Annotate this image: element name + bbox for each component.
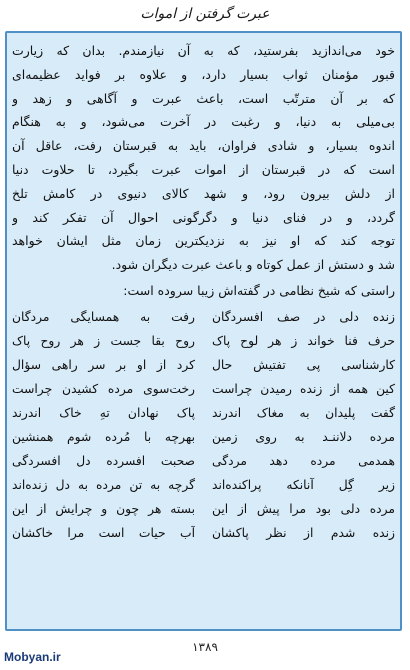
- verse-hemistich: زنده شدم از نظر پاکشان: [212, 525, 395, 540]
- poem-left-column: [12, 305, 195, 545]
- paragraph-line: گردد، و در فنای دنیا و دگرگونی احوال آن تفکر کند و: [12, 209, 395, 225]
- verse-hemistich: رفت به همسایگی مردگان: [12, 309, 195, 324]
- verse-hemistich: مرده دلاننـد به روی زمین: [212, 429, 395, 444]
- verse-hemistich: بهرچه با مُرده شوم همنشین: [12, 429, 195, 444]
- verse-hemistich: گفت پلیدان به مغاک اندرند: [212, 405, 395, 420]
- verse-hemistich: حرف فنا خواند ز هر لوح پاک: [212, 333, 395, 348]
- site-watermark: Mobyan.ir: [4, 650, 61, 664]
- verse-hemistich: پاک نهادان تهِ خاک اندرند: [12, 405, 195, 420]
- verse-hemistich: آب حیات است مرا خاکشان: [12, 525, 195, 540]
- verse-hemistich: زنده دلی در صف افسردگان: [212, 309, 395, 324]
- paragraph-line: قبور مؤمنان ثواب بسیار دارد، و علاوه بر فواید عظیمه‌ای: [12, 66, 395, 82]
- poem-intro: راستی که شیخ نظامی در گفته‌اش زیبا سروده است:: [123, 282, 395, 298]
- verse-hemistich: رخت‌سوی مرده کشیدن چراست: [12, 381, 195, 396]
- paragraph-line: شد و دستش از عمل کوتاه و باعث عبرت دیگران شود.: [111, 257, 395, 273]
- page-number: ۱۳۸۹: [192, 640, 218, 654]
- paragraph-line: که بر آن مترتّب است، باعث عبرت و آگاهی و زهد و: [12, 90, 395, 106]
- paragraph-line: اندوه بسیار، و شادی فراوان، باید به قبرستان رفت، عاقل آن: [12, 138, 395, 154]
- paragraph-line: از دلش بیرون رود، و شهد کالای دنیوی در کامش تلخ: [12, 185, 395, 201]
- poem-right-column: [212, 305, 395, 545]
- page-header-title: عبرت گرفتن از اموات: [140, 6, 270, 22]
- paragraph-line: است که در قبرستان از اموات عبرت بگیرد، تا حلاوت دنیا: [12, 161, 395, 177]
- main-paragraph: [12, 39, 395, 277]
- verse-hemistich: روح بقا جست ز هر روح پاک: [12, 333, 195, 348]
- verse-hemistich: کین همه از زنده رمیدن چراست: [212, 381, 395, 396]
- paragraph-line: خود می‌اندازید بفرستید، که به آن نیازمندم. بدان که زیارت: [12, 43, 395, 58]
- paragraph-line: بی‌میلی به دنیا، و رغبت در آخرت می‌شود، و به هنگام: [12, 114, 395, 130]
- poem: [12, 305, 395, 567]
- verse-hemistich: گرچه به تن مرده به دل زنده‌اند: [12, 477, 195, 492]
- paragraph-line: توجه کند که او نیز به نزدیکترین زمان مثل ایشان خواهد: [12, 233, 395, 249]
- verse-hemistich: مرده دلی بود مرا پیش از این: [212, 501, 395, 516]
- text-frame: [5, 31, 402, 631]
- verse-hemistich: صحبت افسرده دل افسردگی: [12, 453, 195, 468]
- verse-hemistich: همدمی مرده دهد مردگی: [212, 453, 395, 468]
- verse-hemistich: زیر گِل آنانکه پراکنده‌اند: [212, 477, 395, 492]
- verse-hemistich: کارشناسی پی تفتیش حال: [212, 357, 395, 372]
- verse-hemistich: بسته هر چون و چرایش از این: [12, 501, 195, 516]
- verse-hemistich: کرد از او بر سر راهی سؤال: [12, 357, 195, 372]
